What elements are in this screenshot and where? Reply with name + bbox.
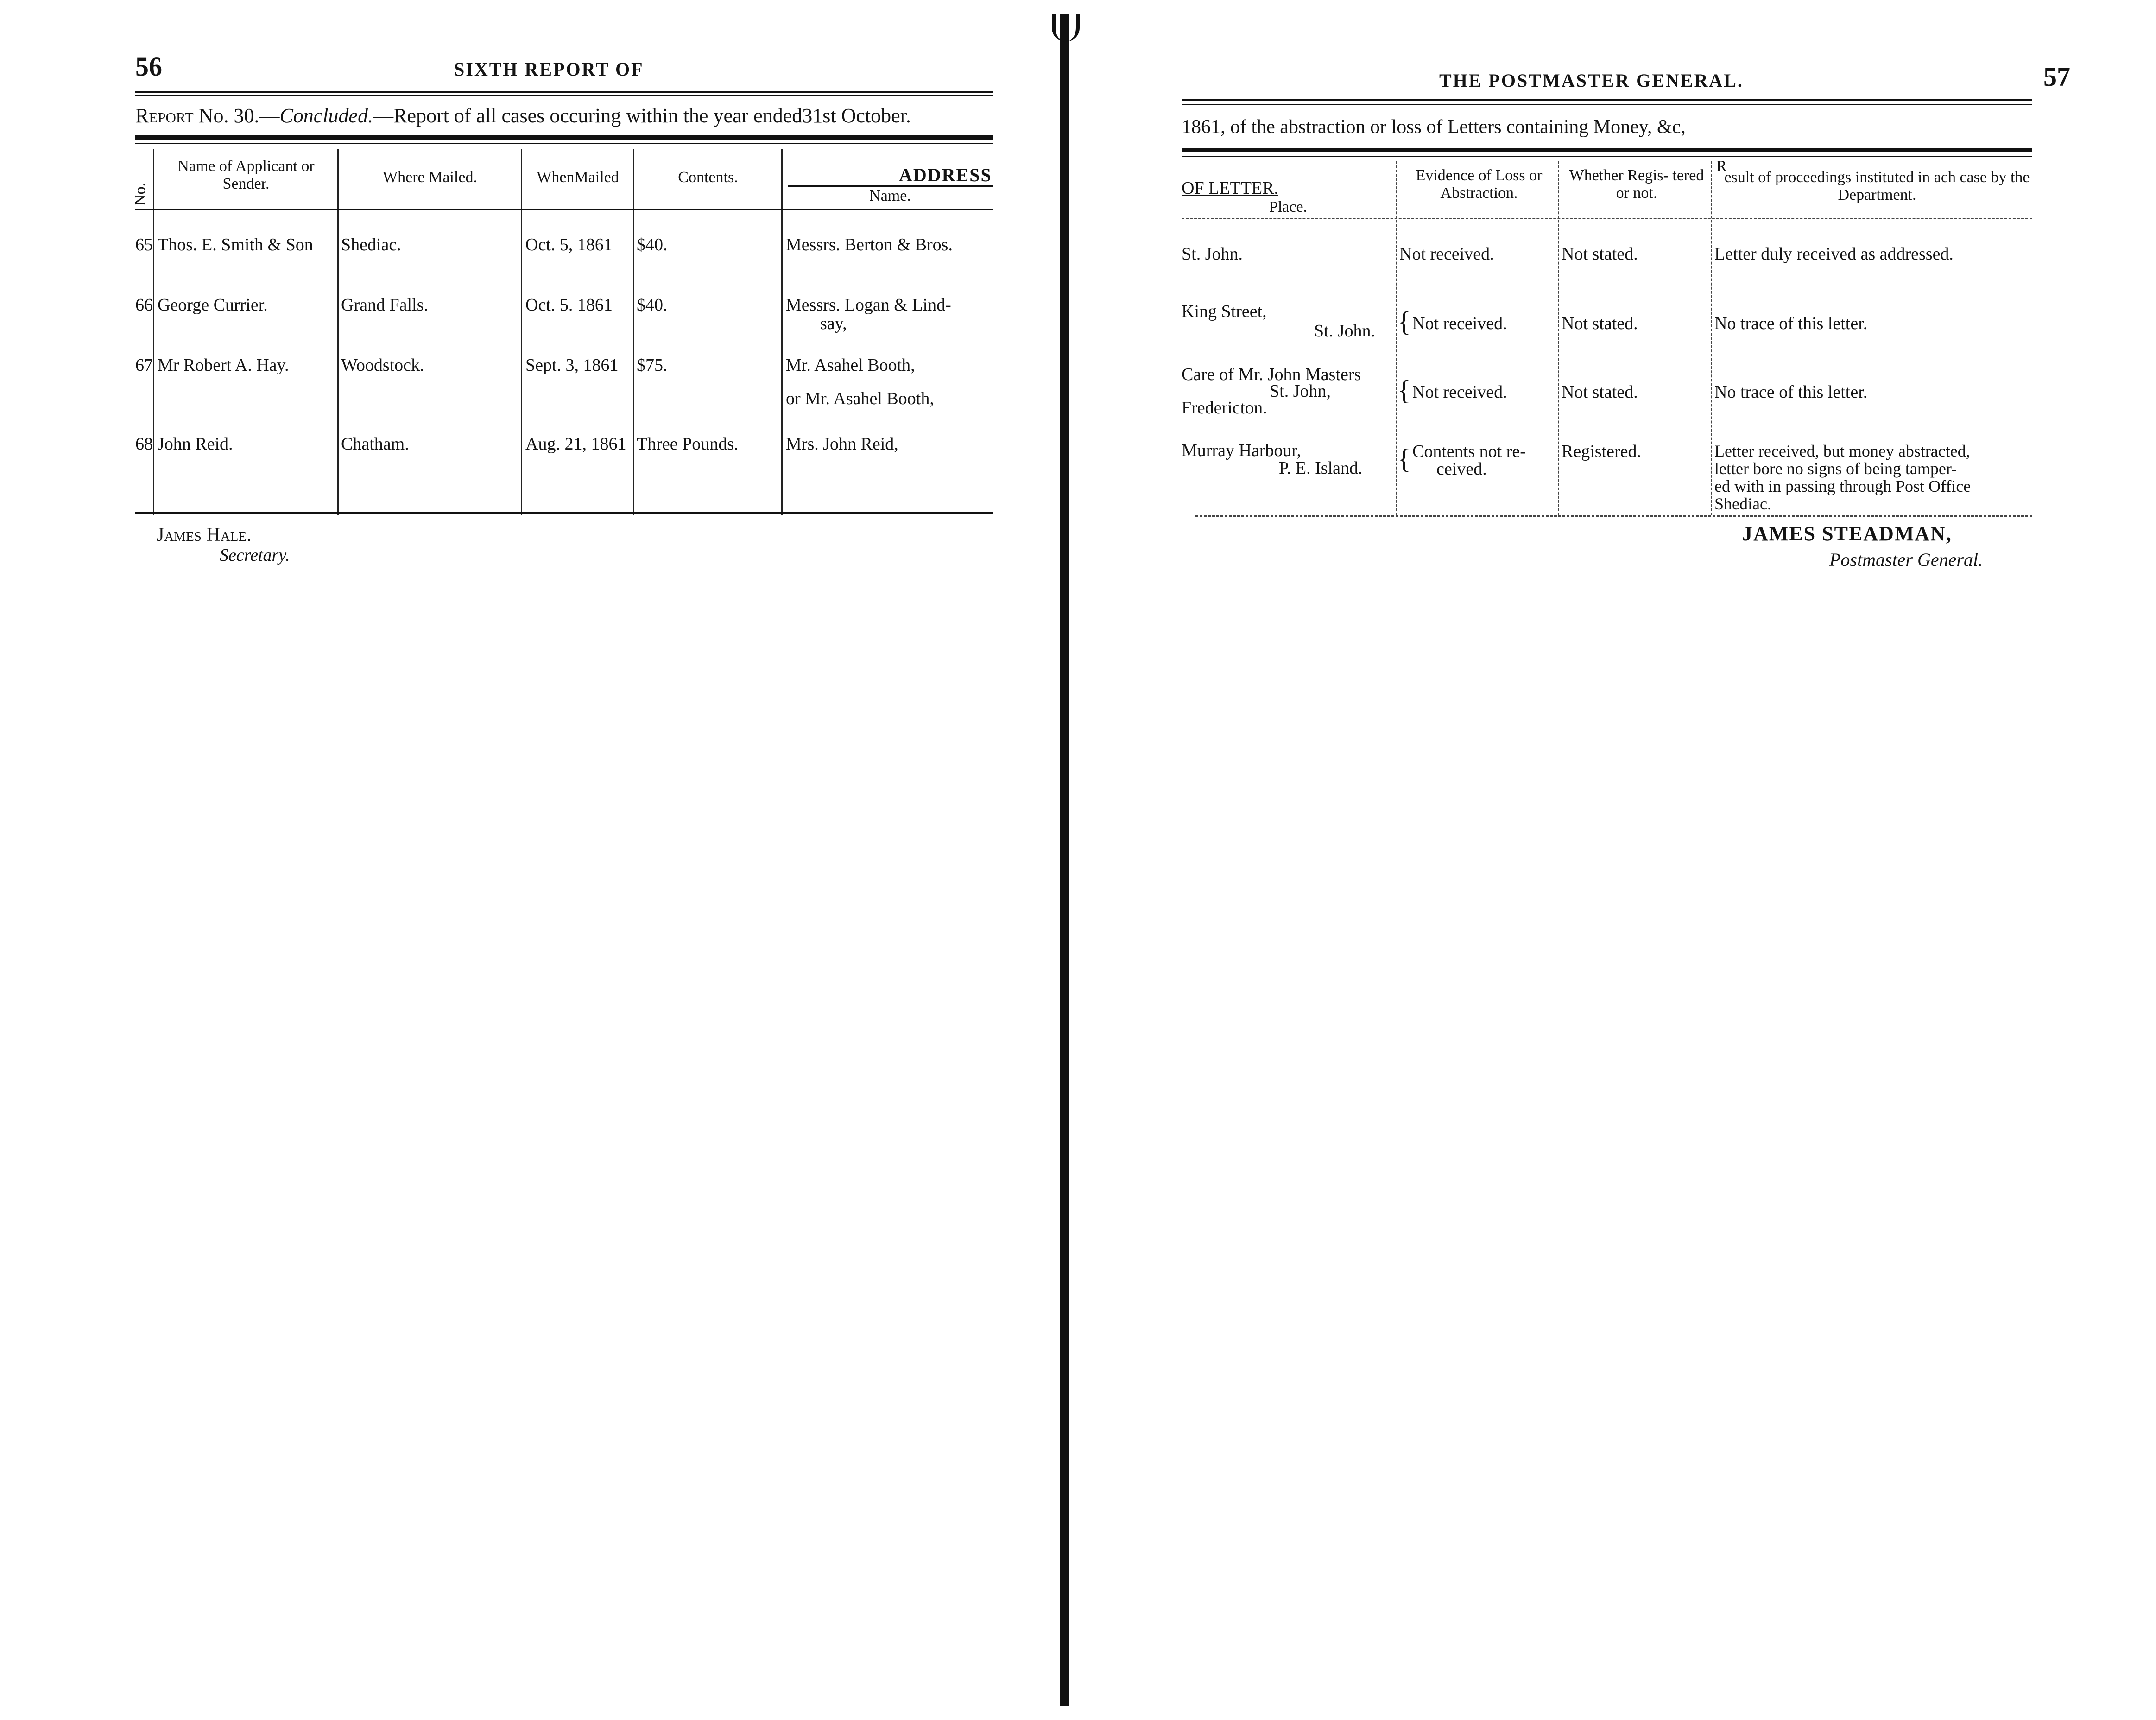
header-result: esult of proceedings instituted in ach case by the Department. (1724, 169, 2030, 203)
brace-glyph: { (1397, 375, 1411, 406)
row-name: Messrs. Berton & Bros. (786, 235, 953, 254)
table-top-rule-2 (135, 143, 993, 144)
header-place: Place. (1269, 198, 1308, 216)
row-evidence-cont: ceived. (1436, 459, 1487, 479)
col-divider (1558, 161, 1559, 515)
col-divider (1396, 161, 1397, 515)
col-divider (337, 149, 339, 515)
row-place: St. John. (1182, 244, 1243, 264)
col-divider (1711, 161, 1712, 515)
running-head: SIXTH REPORT OF (454, 59, 644, 80)
row-where: Chatham. (341, 434, 409, 454)
table-top-rule (135, 135, 993, 140)
row-place: King Street, (1182, 302, 1267, 321)
brace-glyph: { (1397, 444, 1411, 474)
row-place: Care of Mr. John Masters (1182, 365, 1361, 384)
row-contents: Three Pounds. (637, 434, 739, 454)
signature-name: JAMES STEADMAN, (1742, 522, 1952, 545)
row-place: Murray Harbour, (1182, 441, 1302, 460)
table-bottom-rule (1195, 515, 2032, 517)
row-name: Mr. Asahel Booth, (786, 355, 915, 375)
row-no: 68 (135, 434, 153, 454)
report-number: No. 30.— (198, 104, 280, 127)
address-rule (788, 185, 993, 187)
header-result-initial: R (1716, 158, 1727, 175)
table-top-rule-2 (1182, 156, 2032, 157)
header-when-mailed: WhenMailed (537, 169, 619, 186)
table-top-rule (1182, 148, 2032, 152)
row-applicant: George Currier. (158, 295, 268, 315)
row-result: ed with in passing through Post Office (1714, 477, 1971, 495)
row-applicant: John Reid. (158, 434, 233, 454)
row-result: No trace of this letter. (1714, 314, 1868, 333)
header-no: No. (132, 182, 149, 206)
header-bottom-rule (135, 209, 993, 210)
book-spine (1060, 14, 1069, 1706)
table-bottom-rule (135, 512, 993, 514)
header-name: Name. (869, 187, 911, 204)
header-bottom-rule (1182, 218, 2032, 219)
row-place-3: Fredericton. (1182, 398, 1267, 418)
signature-name: James Hale. (157, 524, 252, 546)
row-place-2: St. John. (1314, 321, 1375, 341)
row-evidence: Not received. (1412, 382, 1507, 402)
row-when: Sept. 3, 1861 (525, 355, 619, 375)
report-prefix: Report (135, 104, 194, 127)
row-result: No trace of this letter. (1714, 382, 1868, 402)
brace-glyph: { (1397, 306, 1411, 337)
row-evidence: Not received. (1412, 314, 1507, 333)
row-name: Mrs. John Reid, (786, 434, 898, 454)
row-no: 66 (135, 295, 153, 315)
col-divider (633, 149, 634, 515)
row-place-2: P. E. Island. (1279, 458, 1363, 478)
header-applicant: Name of Applicant or Sender. (177, 158, 315, 192)
row-registered: Not stated. (1562, 382, 1638, 402)
header-evidence: Evidence of Loss or Abstraction. (1416, 167, 1543, 202)
report-title: 1861, of the abstraction or loss of Letters containing Money, &c, (1182, 116, 1686, 138)
row-registered: Registered. (1562, 442, 1642, 461)
header-of-letter: OF LETTER. (1182, 178, 1278, 198)
row-name-cont: say, (820, 314, 847, 333)
row-contents: $40. (637, 295, 668, 315)
row-when: Oct. 5. 1861 (525, 295, 613, 315)
row-name: Messrs. Logan & Lind- (786, 295, 951, 315)
header-where-mailed: Where Mailed. (383, 169, 477, 186)
header-contents: Contents. (678, 169, 738, 186)
report-title (135, 104, 911, 127)
row-place-2: St. John, (1270, 381, 1331, 401)
row-no: 65 (135, 235, 153, 254)
row-result: Letter duly received as addressed. (1714, 244, 1954, 264)
header-rule (135, 91, 993, 96)
header-registered: Whether Regis- tered or not. (1569, 167, 1704, 202)
row-result: Shediac. (1714, 495, 1771, 513)
header-rule (1182, 99, 2032, 105)
row-applicant: Mr Robert A. Hay. (158, 355, 289, 375)
header-address: ADDRESS (899, 165, 992, 185)
row-no: 67 (135, 355, 153, 375)
row-applicant: Thos. E. Smith & Son (158, 235, 313, 254)
page-number: 56 (135, 51, 162, 82)
right-page (1084, 0, 2156, 1720)
row-contents: $40. (637, 235, 668, 254)
row-result: letter bore no signs of being tamper- (1714, 459, 1957, 478)
report-rest: —Report of all cases occuring within the year ended31st October. (373, 104, 911, 127)
row-where: Woodstock. (341, 355, 424, 375)
row-registered: Not stated. (1562, 314, 1638, 333)
row-registered: Not stated. (1562, 244, 1638, 264)
row-when: Aug. 21, 1861 (525, 434, 626, 454)
row-where: Shediac. (341, 235, 401, 254)
row-result: Letter received, but money abstracted, (1714, 442, 1970, 460)
report-concluded: Concluded. (279, 104, 373, 127)
col-divider (781, 149, 783, 515)
row-evidence: Not received. (1399, 244, 1494, 264)
row-name-alt: or Mr. Asahel Booth, (786, 389, 934, 408)
running-head: THE POSTMASTER GENERAL. (1439, 70, 1744, 91)
left-page (0, 0, 1056, 1720)
signature-title: Postmaster General. (1829, 549, 1983, 570)
row-contents: $75. (637, 355, 668, 375)
row-when: Oct. 5, 1861 (525, 235, 613, 254)
signature-title: Secretary. (220, 546, 290, 565)
row-evidence: Contents not re- (1412, 442, 1526, 461)
row-where: Grand Falls. (341, 295, 428, 315)
page-number: 57 (2043, 62, 2070, 92)
col-divider (521, 149, 522, 515)
